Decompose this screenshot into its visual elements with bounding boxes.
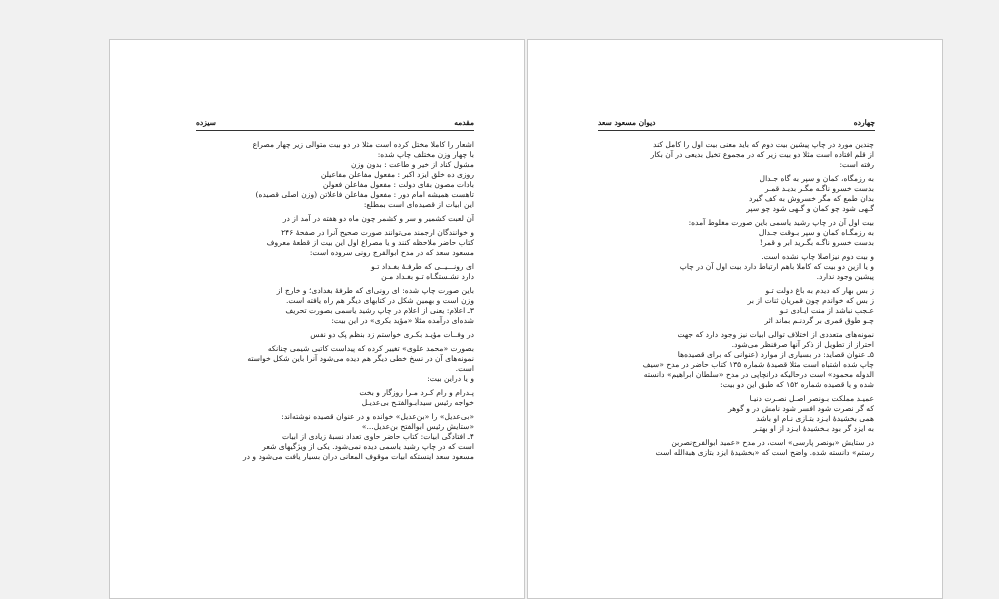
text-line: بیت اول آن در چاپ رشید یاسمی باین صورت مغلوط آمده: bbox=[688, 218, 874, 227]
text-line: و خوانندگان ارجمند می‌توانند صورت صحیح آنرا در صفحهٔ ۲۴۶ bbox=[281, 228, 474, 237]
text-line: به رزمگـاه کمان و سپر بـوقت جـدال bbox=[758, 228, 874, 237]
text-line: احتراز از تطویل از ذکر آنها صرفنظر می‌شود. bbox=[731, 340, 874, 349]
text-line: مشول کناد از خیر و طاعت : بدون وزن bbox=[351, 160, 474, 169]
text-line: و یا دراین بیت: bbox=[427, 374, 474, 383]
text-line: مسعود سعد که در مدح ابوالفرج رونی سروده است: bbox=[309, 248, 474, 257]
text-line: است. bbox=[455, 364, 474, 373]
text-line: بصورت «محمد علوی» تغییر کرده که پیداست کاتبی شیمی چنانکه bbox=[267, 344, 474, 353]
text-line: نمونه‌های متعددی از اختلاف توالی ابیات نیز وجود دارد که جهت bbox=[677, 330, 874, 339]
right-page-header-title: دیوان مسعود سعد bbox=[598, 118, 656, 127]
text-line: عـجب نباشد از منت ایـادی تـو bbox=[779, 306, 874, 315]
left-page-number: سیزده bbox=[196, 118, 216, 127]
text-line: همی بخشیدهٔ ایـزد بتـازی نـام او باشد bbox=[756, 414, 874, 423]
text-line: است که در چاپ رشید یاسمی دیده نمی‌شود. یکی از ویژگیهای شعر bbox=[262, 442, 474, 451]
text-line: مسعود سعد اینستکه ابیات موقوف المعانی دران بسیار یافت می‌شود و در bbox=[242, 452, 474, 461]
right-page-body bbox=[598, 140, 874, 458]
text-line: در وفــات مؤیـد بکـری خواستم زد بنظم پک دو نفس bbox=[310, 330, 474, 339]
left-page-header bbox=[196, 118, 474, 131]
text-line: به رزمگاه، کمان و سپر به گاه جـدال bbox=[759, 174, 874, 183]
text-line: روزی ده خلق ایزد اکبر : مفعول مفاعلن مفاعیلن bbox=[320, 170, 474, 179]
left-page-header-title: مقدمه bbox=[454, 118, 474, 127]
text-line: کتاب حاضر ملاحظه کنند و یا مصراع اول این بیت از قطعهٔ معروف bbox=[266, 238, 474, 247]
text-line: ۳ـ اعلام: یعنی از اعلام در چاپ رشید یاسمی بصورت تحریف bbox=[285, 306, 474, 315]
text-line: تاهست همیشه امام دور : مفعول مفاعلن فاعلاتن (وزن اصلی قصیده) bbox=[255, 190, 474, 199]
text-line: ۴ـ افتادگی ابیات: کتاب حاضر حاوی تعداد نسبهٔ زیادی از ابیات bbox=[282, 432, 474, 441]
text-line: خواجه رئیس سیدابـوالفتـح بی‌عدیـل bbox=[361, 398, 474, 407]
text-line: در ستایش «بونصر پارسی» است، در مدح «عمید ابوالفرج‌نصربن bbox=[671, 438, 874, 447]
text-line: بدست خسرو ناگـه مگـر بدیـد قمـر bbox=[764, 184, 874, 193]
text-line: «بی‌عدیل» را «بن‌عدیل» خوانده و در عنوان قصیده نوشته‌اند: bbox=[281, 412, 474, 421]
text-line: شده و یا قصیده شماره ۱۵۲ که طبق این دو بیت: bbox=[720, 380, 874, 389]
text-line: ۵ـ عنوان قصاید: در بسیاری از موارد (عنوانی که برای قصیده‌ها bbox=[677, 350, 874, 359]
text-line: ز بس بهار که دیدم به باغ دولت تـو bbox=[765, 286, 874, 295]
text-line: ز بس که خواندم چون قمریان ثنات از بر bbox=[747, 296, 874, 305]
text-line: دارد نشـستگـاه تـو بغـداد مـن bbox=[381, 272, 474, 281]
text-line: با چهار وزن مختلف چاپ شده: bbox=[377, 150, 474, 159]
text-line: الدوله محمود» است درحالیکه درانچاپی در مدح «سلطان ابراهیم» دانسته bbox=[643, 370, 874, 379]
text-line: چندین مورد در چاپ پیشین بیت دوم که باید معنی بیت اول را کامل کند bbox=[653, 140, 874, 149]
right-page-number: چهارده bbox=[853, 118, 875, 127]
text-line: رستم» دانسته شده. واضح است که «بخشیدهٔ ایزد بتازی هبةالله است bbox=[655, 448, 874, 457]
text-line: آن لعبت کشمیر و سر و کشمر چون ماه دو هفته در آمد از در bbox=[282, 214, 474, 223]
right-page-header bbox=[598, 118, 875, 131]
text-line: و بیت دوم نیزاصلا چاپ نشده است. bbox=[761, 252, 874, 261]
text-line: بادات مصون بقای دولت : مفعول مفاعلن فعولن bbox=[322, 180, 474, 189]
text-line: باین صورت چاپ شده: ای رونی‌ای که طرفهٔ بغدادی؛ و خارج از bbox=[276, 286, 474, 295]
text-line: از قلم افتاده است مثلا دو بیت زیر که در مجموع تخیل بدیعی در آن بکار bbox=[650, 150, 874, 159]
left-page-body bbox=[198, 140, 474, 462]
text-line: چـو طوق قمری بر گردنـم بماند اثر bbox=[764, 316, 874, 325]
text-line: بدان طمع که مگر خسروش به کف گیرد bbox=[748, 194, 874, 203]
text-line: پیشین وجود ندارد. bbox=[816, 272, 874, 281]
text-line: ای رونـــیــی که طرفـهٔ بغـداد تـو bbox=[371, 262, 474, 271]
text-line: گـهی شود چو کمان و گـهی شود چو سپر bbox=[746, 204, 874, 213]
text-line: شده‌ای درآمده مثلا «مؤید بکری» در این بیت: bbox=[331, 316, 474, 325]
text-line: چاپ شده اشتباه است مثلا قصیدهٔ شماره ۱۳۵ کتاب حاضر در مدح «سیف bbox=[642, 360, 874, 369]
text-line: بدست خسرو ناگـه بگـرید ابر و قمر! bbox=[759, 238, 874, 247]
text-line: این ابیات از قصیده‌ای است بمطلع: bbox=[363, 200, 474, 209]
text-line: نمونه‌های آن در نسخ خطی دیگر هم دیده می‌شود آنرا باین شکل خواسته bbox=[247, 354, 474, 363]
text-line: که گر نصرت شود افسر شود نامش در و گوهر bbox=[728, 404, 874, 413]
text-line: وزن است و بهمین شکل در کتابهای دیگر هم راه یافته است. bbox=[285, 296, 474, 305]
text-line: و یا ازین دو بیت که کاملا باهم ارتباط دارد بیت اول آن در چاپ bbox=[679, 262, 874, 271]
text-line: به ایزد گر بود بـخشیدهٔ ایـزد از او بهتـر bbox=[753, 424, 874, 433]
text-line: پـدرام و رام کـرد مـرا روزگار و بخت bbox=[359, 388, 474, 397]
text-line: اشعار را کاملا مختل کرده است مثلا در دو بیت متوالی زیر چهار مصراع bbox=[252, 140, 474, 149]
text-line: عمیـد مملکت بـونصر اصـل نصـرت دنیـا bbox=[749, 394, 874, 403]
text-line: «ستایش رئیس ابوالفتح بن‌عدیل...» bbox=[361, 422, 474, 431]
text-line: رفته است: bbox=[839, 160, 874, 169]
